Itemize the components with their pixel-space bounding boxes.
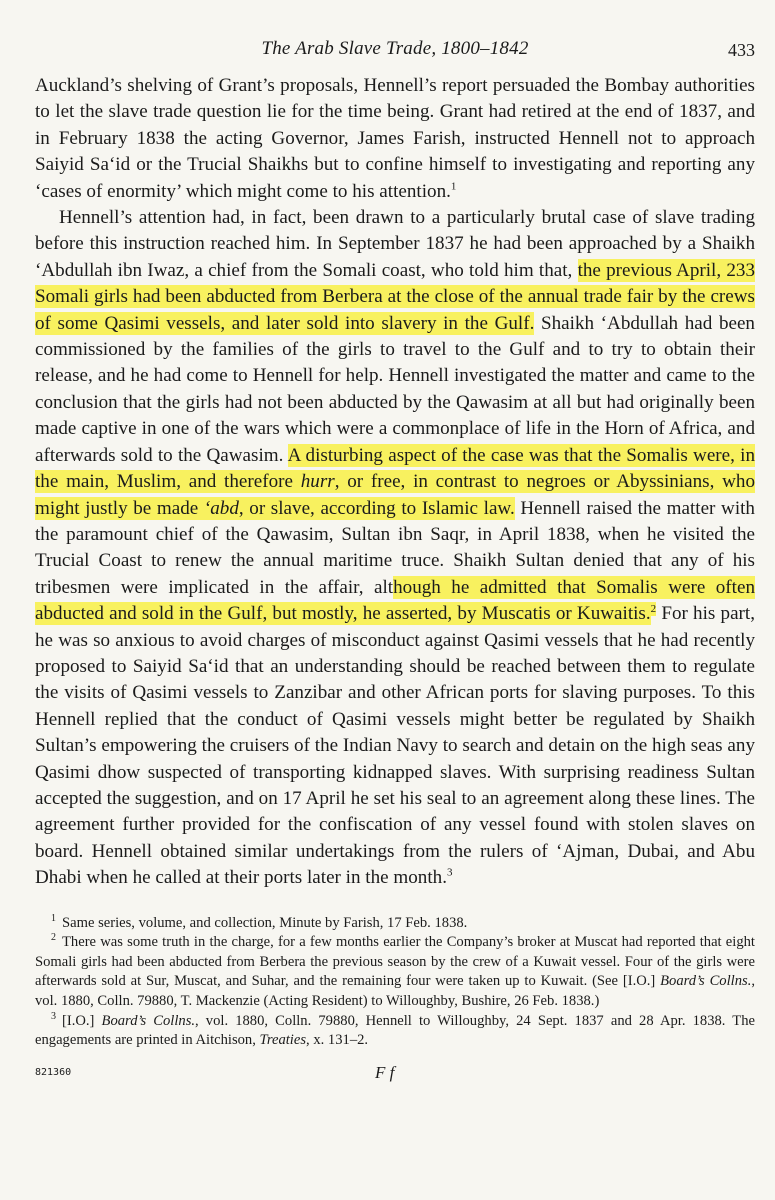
- highlighted-text: hurr: [300, 471, 335, 493]
- text-run: , x. 131–2.: [306, 1032, 369, 1049]
- text-run: For his part, he was so anxious to avoid charges of misconduct against Qasimi vessels that he had recently proposed to Saiyid Sa‘id that an understanding should be reached between them to regulate the visits of Qasimi vessels to Zanzibar and other African ports for slaving purposes. To this Hennell replied that the conduct of Qasimi vessels might better be regulated by Shaikh Sultan’s empowering the cruisers of the Indian Navy to search and detain on the high seas any Qasimi dhow suspected of transporting kidnapped slaves. With surprising readiness Sultan accepted the suggestion, and on 17 April he set his seal to an agreement along these lines. The agreement further provided for the confiscation of any vessel found with stolen slaves on board. Hennell obtained similar undertakings from the rulers of ‘Ajman, Dubai, and Abu Dhabi when he called at their ports later in the month.: [35, 603, 755, 889]
- footnote-number: 3: [51, 1010, 56, 1022]
- text-run: There was some truth in the charge, for a few months earlier the Company’s broker at Muscat had reported that eight Somali girls had been abducted from Berbera the previous season by the crew of a Kuwait vessel. Four of the girls were afterwards sold at Sur, Muscat, and Suhar, and the remaining four were taken up to Kuwait. (See [I.O.]: [35, 934, 755, 990]
- footnote-reference[interactable]: 3: [446, 866, 453, 879]
- text-run: Board’s Collns.: [101, 1012, 196, 1029]
- footnote-reference[interactable]: 1: [450, 180, 457, 193]
- highlighted-text: A disturbing aspect of the case was that the Somalis were, in the main, Muslim, and therefore: [35, 444, 755, 493]
- footnote-reference[interactable]: 2: [650, 602, 657, 615]
- paragraph: [35, 73, 755, 205]
- highlighted-text: ‘abd: [203, 497, 239, 519]
- text-run: , vol. 1880, Colln. 79880, Hennell to Willoughby, 24 Sept. 1837 and 28 Apr. 1838. The engagements are printed in Aitchison,: [35, 1012, 755, 1049]
- body-text: [35, 73, 755, 892]
- text-run: , vol. 1880, Colln. 79880, T. Mackenzie (Acting Resident) to Willoughby, Bushire, 26 Feb. 1838.): [35, 973, 755, 1009]
- text-run: Auckland’s shelving of Grant’s proposals, Hennell’s report persuaded the Bombay authorities to let the slave trade question lie for the time being. Grant had retired at the end of 1837, and in February 1838 the acting Governor, James Farish, instructed Hennell not to approach Saiyid Sa‘id or the Trucial Shaikhs but to confine himself to investigating and reporting any ‘cases of enormity’ which might come to his attention.: [35, 75, 755, 202]
- page-footer: [35, 1063, 755, 1083]
- running-title: The Arab Slave Trade, 1800–1842: [261, 38, 529, 59]
- signature-mark: F f: [375, 1062, 395, 1082]
- page-number: 433: [728, 40, 755, 60]
- footnotes: [35, 914, 755, 1051]
- running-header: [35, 38, 755, 64]
- footnote-number: 2: [51, 932, 56, 944]
- book-page: [35, 38, 755, 1083]
- text-run: Treaties: [259, 1032, 307, 1049]
- footnote: [35, 1012, 755, 1051]
- printer-code: 821360: [35, 1066, 72, 1078]
- footnote-number: 1: [51, 912, 56, 924]
- highlighted-text: , or free, in contrast to negroes or Abyssinians, who might justly be made: [35, 471, 755, 519]
- text-run: [I.O.]: [62, 1012, 102, 1029]
- text-run: Shaikh ‘Abdullah had been commissioned by the families of the girls to travel to the Gulf and to try to obtain their release, and he had come to Hennell for help. Hennell investigated the matter and came to the conclusion that the girls had not been abducted by the Qawasim at all but had originally been made captive in one of the wars which were a commonplace of life in the Horn of Africa, and afterwards sold to the Qawasim.: [35, 312, 755, 466]
- text-run: Hennell’s attention had, in fact, been drawn to a particularly brutal case of slave trading before this instruction reached him. In September 1837 he had been approached by a Shaikh ‘Abdullah ibn Iwaz, a chief from the Somali coast, who told him that,: [35, 207, 755, 281]
- highlighted-text: the previous April, 233 Somali girls had been abducted from Berbera at the close of the annual trade fair by the crews of some Qasimi vessels, and later sold into slavery in the Gulf.: [35, 259, 755, 334]
- text-run: Board’s Collns.: [660, 973, 752, 990]
- highlighted-text: hough he admitted that Somalis were often abducted and sold in the Gulf, but mostly, he asserted, by Muscatis or Kuwaitis.: [35, 576, 755, 625]
- text-run: Hennell raised the matter with the paramount chief of the Qawasim, Sultan ibn Saqr, in April 1838, when he visited the Trucial Coast to renew the annual maritime truce. Shaikh Sultan denied that any of his tribesmen were implicated in the affair, alt: [35, 497, 755, 598]
- footnote: [35, 914, 755, 934]
- footnote: [35, 933, 755, 1011]
- text-run: Same series, volume, and collection, Minute by Farish, 17 Feb. 1838.: [62, 914, 468, 931]
- highlighted-text: , or slave, according to Islamic law.: [238, 497, 515, 519]
- paragraph: [35, 205, 755, 892]
